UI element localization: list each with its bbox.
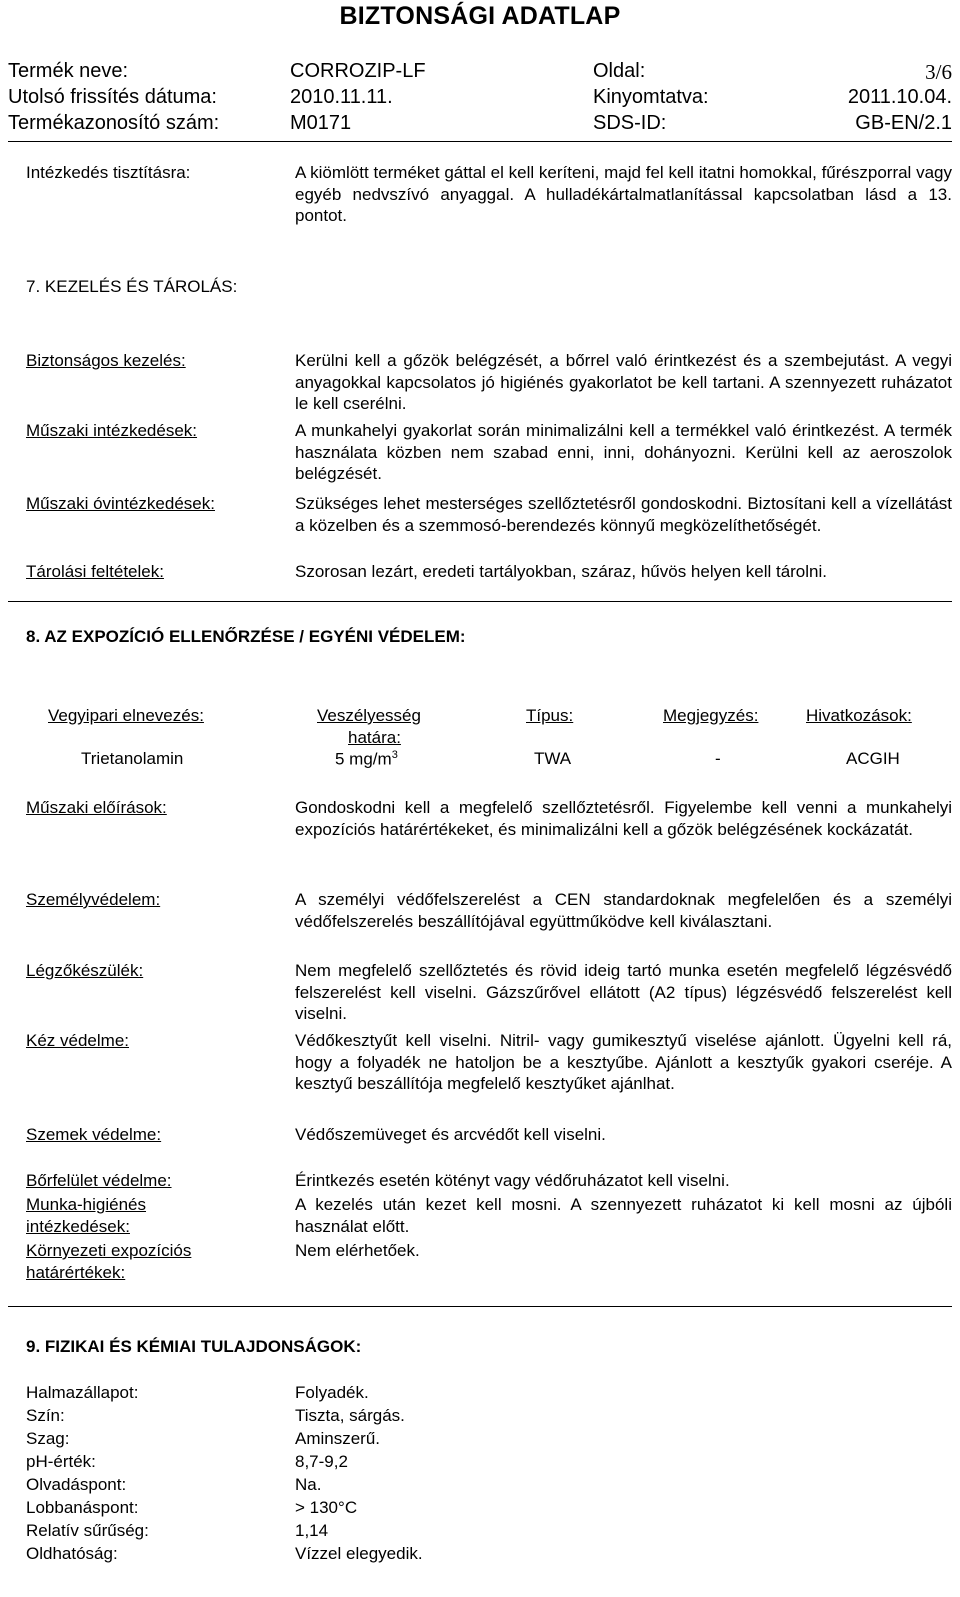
prop-odor-key: Szag: bbox=[26, 1429, 70, 1448]
printed-value: 2011.10.04. bbox=[847, 86, 952, 108]
cell-reference: ACGIH bbox=[846, 749, 900, 768]
prop-color-value: Tiszta, sárgás. bbox=[295, 1406, 405, 1425]
eye-protection-text: Védőszemüveget és arcvédőt kell viselni. bbox=[295, 1125, 606, 1144]
hand-protection-text: Védőkesztyűt kell viselni. Nitril- vagy gumikesztyű viselése ajánlott. Ügyelni kell rá, hogy a folyadék ne hatoljon be a kesztyűbe. Ajánlott a kesztyűk gyakori cseréje. A kesztyű beszállítója megfelelő kesztyűket ajánlhat. bbox=[295, 1031, 952, 1093]
work-hygiene-text: A kezelés után kezet kell mosni. A szennyezett ruházatot ki kell mosni az újbóli használat előtt. bbox=[295, 1195, 952, 1236]
personal-protection-text: A személyi védőfelszerelést a CEN standardoknak megfelelően és a személyi védőfelszerelés beszállítójával együttműködve kell kiválasztani. bbox=[295, 890, 952, 931]
prop-state-value: Folyadék. bbox=[295, 1383, 369, 1402]
sds-id-label: SDS-ID: bbox=[593, 112, 667, 134]
document-title: BIZTONSÁGI ADATLAP bbox=[339, 2, 621, 30]
section-8-title: 8. AZ EXPOZÍCIÓ ELLENŐRZÉSE / EGYÉNI VÉDELEM: bbox=[26, 627, 466, 646]
header-row-ids bbox=[8, 112, 952, 136]
prop-color bbox=[26, 1406, 726, 1428]
col-limit: Veszélyesség bbox=[317, 706, 421, 725]
product-name-value: CORROZIP-LF bbox=[290, 60, 426, 82]
printed-label: Kinyomtatva: bbox=[593, 86, 709, 108]
prop-solubility bbox=[26, 1544, 726, 1566]
cell-limit-sup: 3 bbox=[391, 749, 398, 761]
prop-density-value: 1,14 bbox=[295, 1521, 329, 1540]
env-exposure-text: Nem elérhetőek. bbox=[295, 1241, 420, 1260]
last-update-value: 2010.11.11. bbox=[290, 86, 393, 108]
cleanup-label: Intézkedés tisztításra: bbox=[26, 163, 191, 182]
technical-precautions-label: Műszaki óvintézkedések: bbox=[26, 494, 215, 513]
prop-density bbox=[26, 1521, 726, 1543]
prop-flash-value: > 130°C bbox=[295, 1498, 358, 1517]
exposure-table-header bbox=[26, 706, 952, 747]
safe-handling-text: Kerülni kell a gőzök belégzését, a bőrrel való érintkezést és a szembejutást. A vegyi anyagokkal kapcsolatos jó higiénés gyakorlatot be kell tartani. A szennyezett ruházatot le kell cserélni. bbox=[295, 351, 952, 413]
prop-flash-key: Lobbanáspont: bbox=[26, 1498, 139, 1517]
product-id-value: M0171 bbox=[290, 112, 352, 134]
technical-measures-text: A munkahelyi gyakorlat során minimalizálni kell a termékkel való érintkezést. A termék használata közben nem szabad enni, inni, dohányozni. Kerülni kell az aeroszolok belégzését. bbox=[295, 421, 952, 483]
prop-density-key: Relatív sűrűség: bbox=[26, 1521, 149, 1540]
env-exposure-label-1: Környezeti expozíciós bbox=[26, 1241, 192, 1260]
skin-protection-text: Érintkezés esetén kötényt vagy védőruházatot kell viselni. bbox=[295, 1171, 730, 1190]
col-limit-2: határa: bbox=[348, 728, 401, 747]
prop-ph bbox=[26, 1452, 726, 1474]
storage-label: Tárolási feltételek: bbox=[26, 562, 164, 581]
prop-melting-value: Na. bbox=[295, 1475, 322, 1494]
respirator-label: Légzőkészülék: bbox=[26, 961, 144, 980]
work-hygiene-label-1: Munka-higiénés bbox=[26, 1195, 147, 1214]
product-name-label: Termék neve: bbox=[8, 60, 129, 82]
section-9-title: 9. FIZIKAI ÉS KÉMIAI TULAJDONSÁGOK: bbox=[26, 1337, 362, 1356]
prop-melting-key: Olvadáspont: bbox=[26, 1475, 127, 1494]
prop-state-key: Halmazállapot: bbox=[26, 1383, 139, 1402]
page-label: Oldal: bbox=[593, 60, 646, 82]
technical-precautions-text: Szükséges lehet mesterséges szellőztetésről gondoskodni. Biztosítani kell a vízellátást a közelben és a szemmosó-berendezés könnyű megközelíthetőségét. bbox=[295, 494, 952, 535]
section-8-divider bbox=[8, 1306, 952, 1307]
prop-ph-key: pH-érték: bbox=[26, 1452, 96, 1471]
engineering-controls-label: Műszaki előírások: bbox=[26, 798, 167, 817]
sds-id-value: GB-EN/2.1 bbox=[855, 112, 952, 134]
col-chemical-name: Vegyipari elnevezés: bbox=[48, 706, 204, 725]
section-7-title: 7. KEZELÉS ÉS TÁROLÁS: bbox=[26, 277, 238, 296]
header-row-product bbox=[8, 60, 952, 84]
prop-solubility-key: Oldhatóság: bbox=[26, 1544, 118, 1563]
cleanup-text: A kiömlött terméket gáttal el kell keríteni, majd fel kell itatni homokkal, fűrészporral vagy egyéb nedvszívó anyaggal. A hulladékártalmatlanítással kapcsolatban lásd a 13. pontot. bbox=[295, 163, 952, 225]
prop-odor-value: Aminszerű. bbox=[295, 1429, 381, 1448]
technical-measures-label: Műszaki intézkedések: bbox=[26, 421, 198, 440]
prop-solubility-value: Vízzel elegyedik. bbox=[295, 1544, 423, 1563]
hand-protection-label: Kéz védelme: bbox=[26, 1031, 129, 1050]
cell-limit bbox=[335, 749, 398, 770]
cell-limit-value: 5 mg/m bbox=[335, 749, 392, 769]
respirator-text: Nem megfelelő szellőztetés és rövid ideig tartó munka esetén megfelelő légzésvédő felszerelést kell viselni. Gázszűrővel ellátott (A2 típus) légzésvédő felszerelést kell viselni. bbox=[295, 961, 952, 1023]
work-hygiene-label-2: intézkedések: bbox=[26, 1217, 130, 1236]
storage-text: Szorosan lezárt, eredeti tartályokban, száraz, hűvös helyen kell tárolni. bbox=[295, 562, 827, 581]
eye-protection-label: Szemek védelme: bbox=[26, 1125, 162, 1144]
page-value: 3/6 bbox=[925, 60, 952, 84]
last-update-label: Utolsó frissítés dátuma: bbox=[8, 86, 217, 108]
col-type: Típus: bbox=[526, 706, 574, 725]
prop-flash bbox=[26, 1498, 726, 1520]
section-7-divider bbox=[8, 601, 952, 602]
prop-color-key: Szín: bbox=[26, 1406, 65, 1425]
header-row-dates bbox=[8, 86, 952, 110]
cell-type: TWA bbox=[534, 749, 572, 768]
exposure-table-row bbox=[26, 749, 952, 773]
product-id-label: Termékazonosító szám: bbox=[8, 112, 220, 134]
personal-protection-label: Személyvédelem: bbox=[26, 890, 161, 909]
engineering-controls-text: Gondoskodni kell a megfelelő szellőztetésről. Figyelembe kell venni a munkahelyi expozíciós határértékeket, és minimalizálni kell a gőzök belégzésének kockázatát. bbox=[295, 798, 952, 839]
prop-odor bbox=[26, 1429, 726, 1451]
skin-protection-label: Bőrfelület védelme: bbox=[26, 1171, 172, 1190]
header-divider bbox=[8, 141, 952, 142]
prop-ph-value: 8,7-9,2 bbox=[295, 1452, 348, 1471]
cell-name: Trietanolamin bbox=[81, 749, 184, 768]
col-reference: Hivatkozások: bbox=[806, 706, 912, 725]
col-note: Megjegyzés: bbox=[663, 706, 759, 725]
safe-handling-label: Biztonságos kezelés: bbox=[26, 351, 186, 370]
env-exposure-label-2: határértékek: bbox=[26, 1263, 126, 1282]
cell-note: - bbox=[715, 749, 721, 768]
prop-state bbox=[26, 1383, 726, 1405]
prop-melting bbox=[26, 1475, 726, 1497]
